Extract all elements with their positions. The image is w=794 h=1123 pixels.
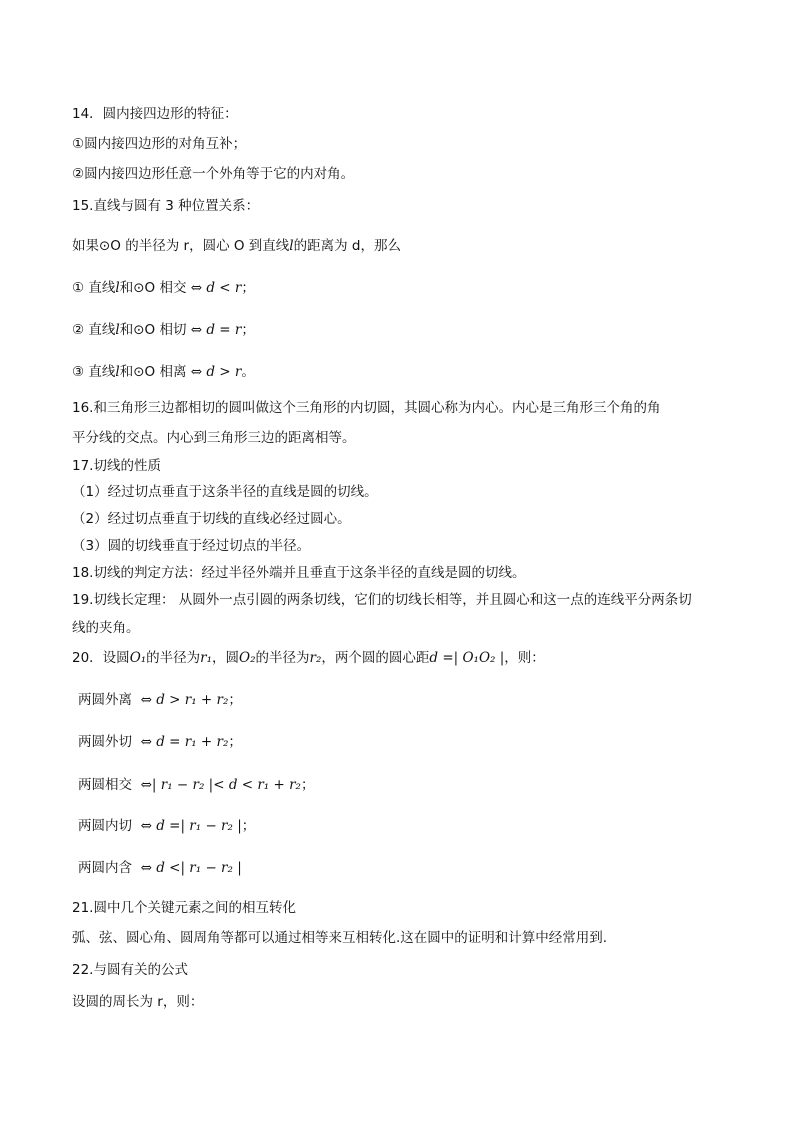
section-20-intro: 20．设圆O₁的半径为r₁，圆O₂的半径为r₂，两个圆的圆心距d =| O₁O₂ |，则： [72, 650, 545, 666]
relation-intersect: ① 直线l和⊙O 相交 ⇔ d < r； [72, 280, 255, 296]
section-18-text: 18.切线的判定方法：经过半径外端并且垂直于这条半径的直线是圆的切线。 [72, 565, 526, 581]
section-21-text: 弧、弦、圆心角、圆周角等都可以通过相等来互相转化.这在圆中的证明和计算中经常用到. [72, 930, 608, 946]
equivalence-arrow: ⇔ [140, 818, 152, 834]
equivalence-arrow: ⇔ [190, 322, 203, 338]
relation-separate: ③ 直线l和⊙O 相离 ⇔ d > r。 [72, 364, 255, 380]
section-19-line-2: 线的夹角。 [72, 620, 140, 636]
equivalence-arrow: ⇔ [190, 280, 203, 296]
circles-external-tangent: 两圆外切 ⇔ d = r₁ + r₂； [78, 734, 242, 750]
equivalence-arrow: ⇔ [140, 692, 152, 708]
circles-intersect: 两圆相交 ⇔| r₁ − r₂ |< d < r₁ + r₂； [78, 777, 315, 793]
section-14-title: 14．圆内接四边形的特征： [72, 106, 238, 122]
section-15-intro: 如果⊙O 的半径为 r，圆心 O 到直线l的距离为 d，那么 [72, 238, 401, 254]
section-22-title: 22.与圆有关的公式 [72, 962, 188, 978]
circles-internal-contain: 两圆内含 ⇔ d <| r₁ − r₂ | [78, 860, 242, 876]
equivalence-arrow: ⇔ [140, 860, 152, 876]
circles-external-separate: 两圆外离 ⇔ d > r₁ + r₂； [78, 692, 242, 708]
section-17-title: 17.切线的性质 [72, 458, 161, 474]
section-14-point-1: ①圆内接四边形的对角互补； [72, 136, 247, 152]
section-22-text: 设圆的周长为 r，则： [72, 994, 204, 1010]
section-17-item-3: （3）圆的切线垂直于经过切点的半径。 [72, 538, 311, 554]
section-16-line-1: 16.和三角形三边都相切的圆叫做这个三角形的内切圆，其圆心称为内心。内心是三角形三个角的角 [72, 400, 661, 416]
equivalence-arrow: ⇔ [140, 777, 152, 793]
circles-internal-tangent: 两圆内切 ⇔ d =| r₁ − r₂ |； [78, 818, 256, 834]
section-17-item-1: （1）经过切点垂直于这条半径的直线是圆的切线。 [72, 484, 378, 500]
section-16-line-2: 平分线的交点。内心到三角形三边的距离相等。 [72, 430, 356, 446]
equivalence-arrow: ⇔ [190, 364, 203, 380]
section-17-item-2: （2）经过切点垂直于切线的直线必经过圆心。 [72, 511, 351, 527]
section-21-title: 21.圆中几个关键元素之间的相互转化 [72, 900, 296, 916]
section-19-line-1: 19.切线长定理： 从圆外一点引圆的两条切线，它们的切线长相等，并且圆心和这一点的连线平分两条切 [72, 592, 692, 608]
relation-tangent: ② 直线l和⊙O 相切 ⇔ d = r； [72, 322, 255, 338]
equivalence-arrow: ⇔ [140, 734, 152, 750]
section-15-title: 15.直线与圆有 3 种位置关系： [72, 198, 260, 214]
section-14-point-2: ②圆内接四边形任意一个外角等于它的内对角。 [72, 166, 355, 182]
